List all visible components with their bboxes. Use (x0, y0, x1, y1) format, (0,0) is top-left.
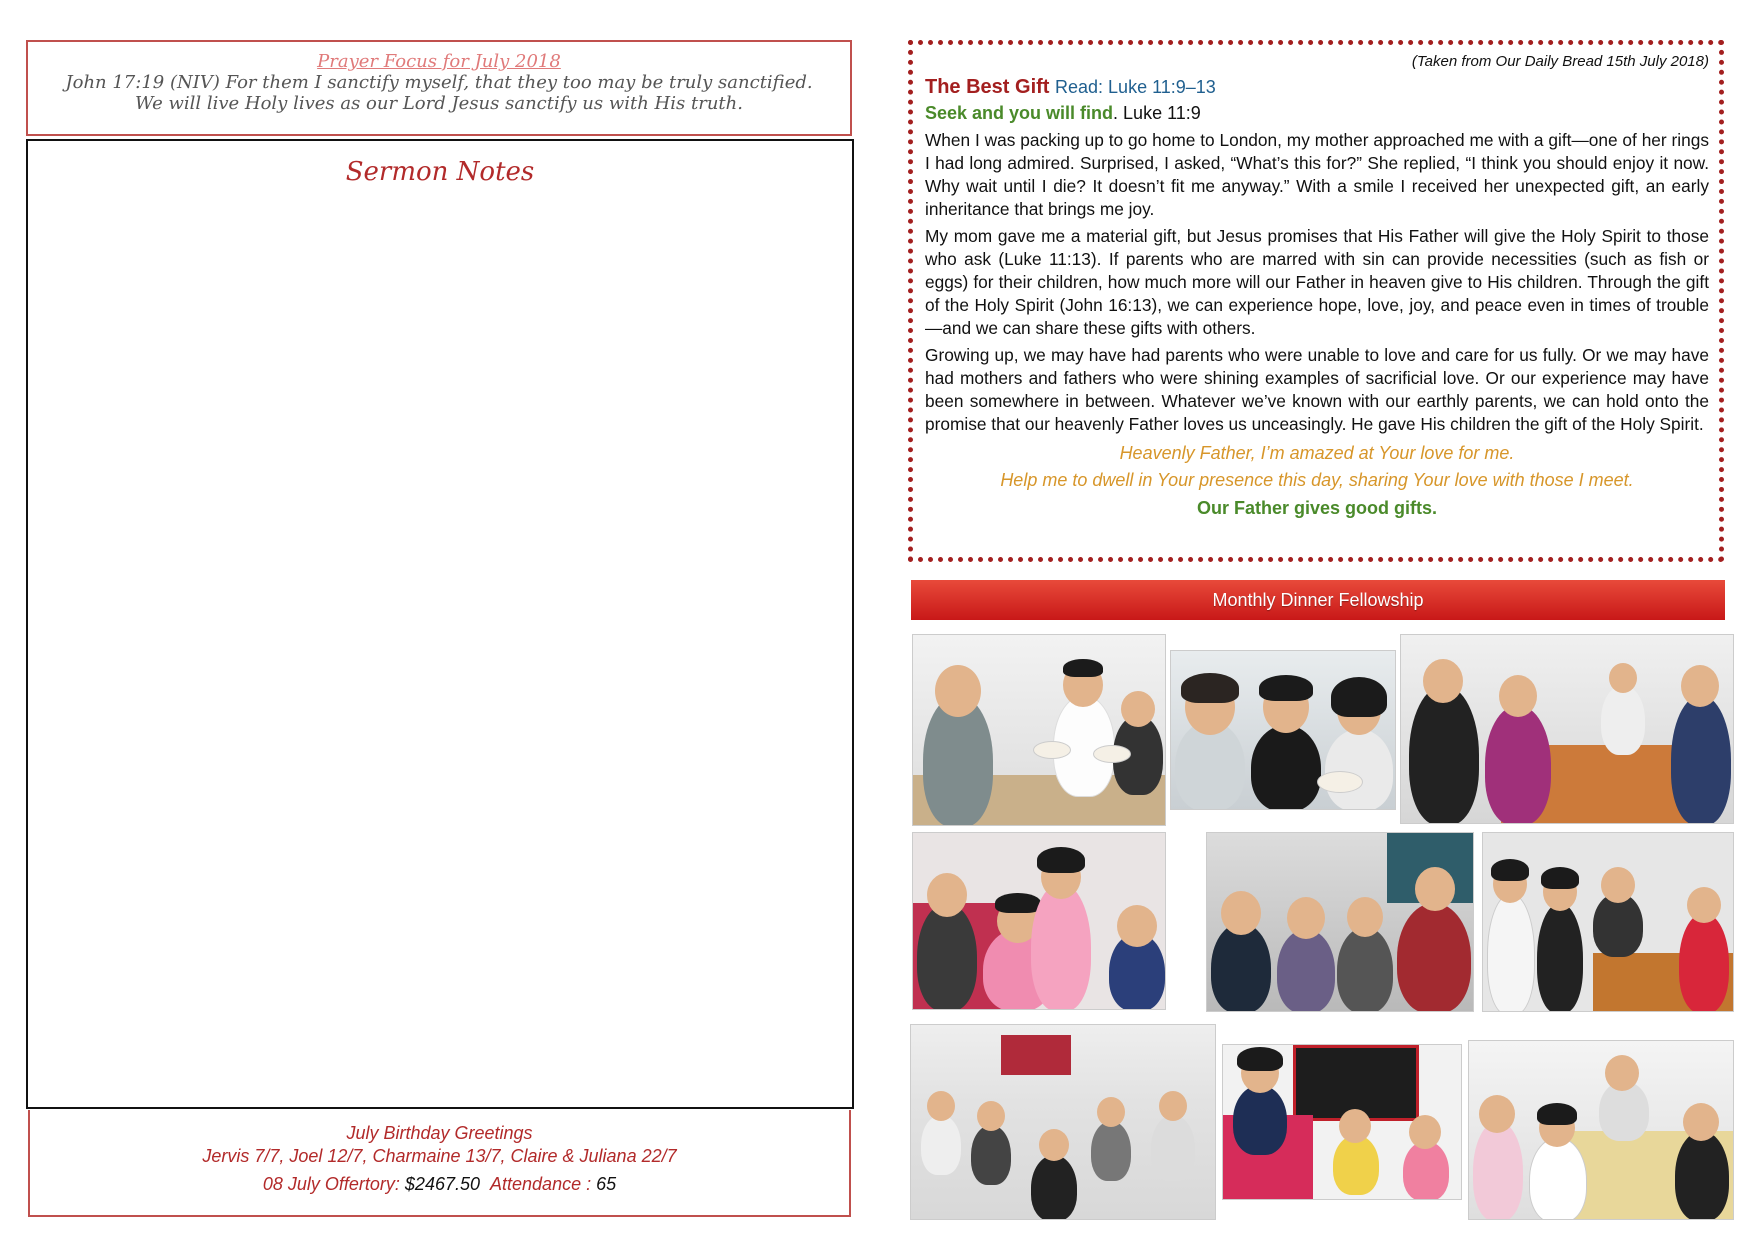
fellowship-photo (912, 634, 1166, 826)
fellowship-photo (1482, 832, 1734, 1012)
sermon-notes-box (26, 139, 854, 1109)
key-verse-ref: . Luke 11:9 (1113, 103, 1201, 123)
fellowship-photo (910, 1024, 1216, 1220)
offertory-label: 08 July Offertory: (262, 1174, 400, 1194)
birthday-greetings-box (28, 1110, 851, 1217)
devotion-reading: Read: Luke 11:9–13 (1055, 77, 1216, 97)
key-verse-text: Seek and you will find (925, 103, 1114, 123)
devotion-paragraph: My mom gave me a material gift, but Jesus promises that His Father will give the Holy Spirit to those who ask (Luke 11:13). If parents who are marred with sin can provide necessities (such as fish or eggs) for their children, how much more will our Father in heaven give to His children. Through the gift of the Holy Spirit (John 16:13), we can experience hope, love, joy, and peace even in times of trouble—and we can share these gifts with others. (925, 226, 1709, 338)
fellowship-photo (1468, 1040, 1734, 1220)
fellowship-banner: Monthly Dinner Fellowship (911, 580, 1725, 620)
devotion-source: (Taken from Our Daily Bread 15th July 2018) (1411, 53, 1709, 70)
devotion-paragraph: Growing up, we may have had parents who were unable to love and care for us fully. Or we may have had mothers and fathers who were shining examples of sacrificial love. Or our experience may have been somewhere in between. Whatever we’ve known with our earthly parents, we can hold onto the promise that our heavenly Father loves us unceasingly. He gave His children the gift of the Holy Spirit. (925, 345, 1709, 434)
attendance-value: 65 (596, 1174, 617, 1194)
offertory-value: $2467.50 (404, 1174, 480, 1194)
devotion-prayer-2: Help me to dwell in Your presence this day, sharing Your love with those I meet. (1000, 470, 1634, 490)
fellowship-photo (1222, 1044, 1462, 1200)
devotion-paragraph: When I was packing up to go home to London, my mother approached me with a gift—one of her rings I had long admired. Surprised, I asked, “What’s this for?” She replied, “I think you should enjoy it now. Why wait until I die? It doesn’t fit me anyway.” With a smile I received her unexpected gift, an early inheritance that brings me joy. (925, 130, 1709, 219)
prayer-focus-title: Prayer Focus for July 2018 (317, 51, 561, 72)
prayer-focus-response: We will live Holy lives as our Lord Jesus sanctify us with His truth. (135, 93, 743, 114)
attendance-label: Attendance : (490, 1174, 592, 1194)
birthday-title: July Birthday Greetings (346, 1123, 533, 1143)
fellowship-photo (1206, 832, 1474, 1012)
devotion-box (908, 40, 1724, 562)
prayer-focus-verse: John 17:19 (NIV) For them I sanctify myself, that they too may be truly sanctified. (65, 72, 813, 93)
prayer-focus-box (26, 40, 852, 136)
key-verse (925, 100, 1709, 126)
devotion-heading (925, 74, 1709, 100)
devotion-thought: Our Father gives good gifts. (1196, 498, 1438, 518)
fellowship-photo (1170, 650, 1396, 810)
fellowship-photo (1400, 634, 1734, 824)
fellowship-photo (912, 832, 1166, 1010)
devotion-prayer-1: Heavenly Father, I’m amazed at Your love for me. (1119, 443, 1515, 463)
devotion-title: The Best Gift (925, 76, 1050, 98)
offertory-line (30, 1174, 849, 1195)
sermon-notes-title: Sermon Notes (345, 157, 535, 187)
birthday-names: Jervis 7/7, Joel 12/7, Charmaine 13/7, Claire & Juliana 22/7 (202, 1146, 677, 1166)
